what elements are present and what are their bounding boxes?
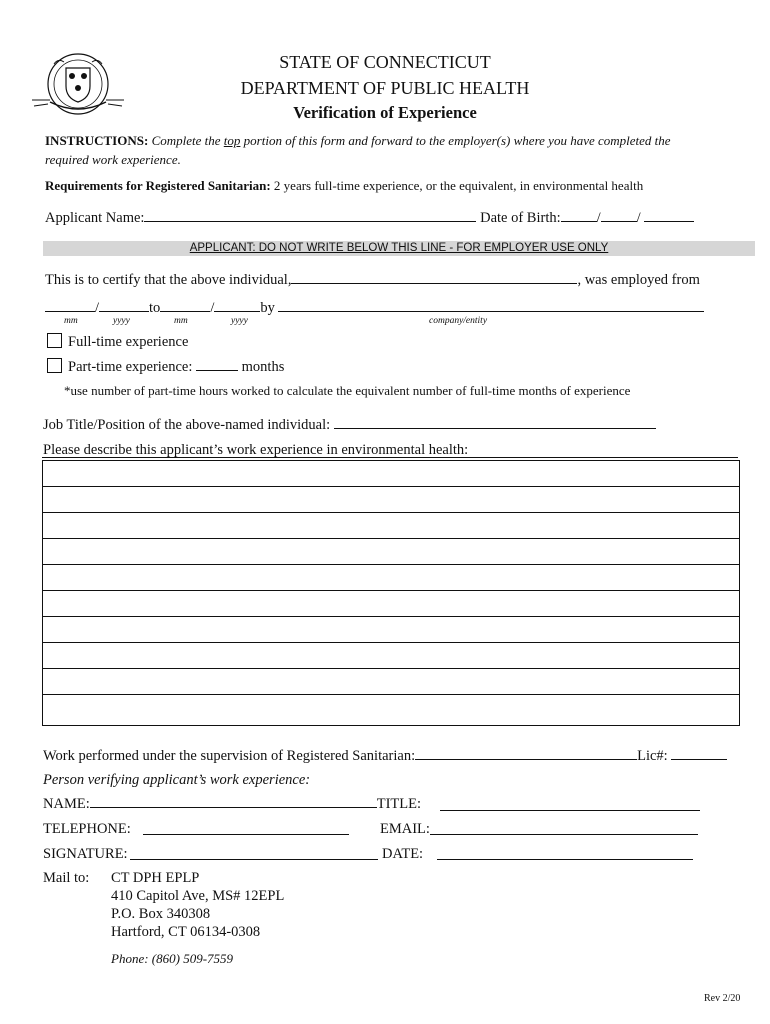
supervision-row [43,748,727,765]
experience-description-box[interactable] [42,460,740,726]
parttime-label: Part-time experience: [68,359,193,375]
phone-text: Phone: (860) 509-7559 [111,951,234,966]
requirements-text: 2 years full-time experience, or the equivalent, in environmental health [273,178,644,193]
job-title-row [43,417,656,434]
employed-from-text: , was employed from [577,272,700,288]
title-field[interactable] [440,810,700,811]
header-department: DEPARTMENT OF PUBLIC HEALTH [240,78,530,98]
mail-line-3: P.O. Box 340308 [111,906,211,922]
describe-underline [42,457,738,458]
name-field[interactable] [90,806,377,808]
by-label: by [260,300,275,316]
employer-use-text: APPLICANT: DO NOT WRITE BELOW THIS LINE - FOR EMPLOYER USE ONLY [189,242,609,254]
from-sep: / [95,300,100,316]
to-label: to [149,300,161,316]
form-title: Verification of Experience [293,103,477,122]
months-label: months [241,359,285,375]
caption-mm-1: mm [64,316,78,326]
describe-label: Please describe this applicant’s work experience in environmental health: [43,442,469,458]
dob-month-field[interactable] [561,220,597,222]
parttime-note: *use number of part-time hours worked to calculate the equivalent number of full-time months of experience [64,383,631,398]
applicant-name-label: Applicant Name: [45,210,145,226]
dob-sep-1: / [596,210,601,226]
description-line[interactable] [43,591,739,617]
individual-field[interactable] [291,282,577,284]
to-sep: / [210,300,215,316]
email-field[interactable] [430,834,698,835]
certify-row [45,272,700,289]
date-label: DATE: [382,846,424,862]
caption-yyyy-1: yyyy [113,316,130,326]
parttime-row [68,359,284,376]
title-label: TITLE: [376,796,422,812]
description-line[interactable] [43,669,739,695]
applicant-row [45,210,694,227]
to-month-field[interactable] [160,310,210,312]
certify-text: This is to certify that the above individual, [45,272,292,288]
description-line[interactable] [43,513,739,539]
lic-label: Lic#: [637,748,668,764]
description-line[interactable] [43,487,739,513]
description-line[interactable] [43,695,739,721]
date-field[interactable] [437,859,693,860]
fulltime-label: Full-time experience [68,334,189,350]
dob-sep-2: / [636,210,641,226]
job-title-field[interactable] [334,427,656,429]
instructions-text-a: Complete the [151,133,224,148]
parttime-months-field[interactable] [196,369,238,371]
telephone-field[interactable] [143,834,349,835]
verifier-heading: Person verifying applicant’s work experience: [43,772,311,788]
company-field[interactable] [278,310,704,312]
mail-label: Mail to: [43,870,90,886]
signature-label: SIGNATURE: [43,846,128,862]
signature-field[interactable] [130,859,378,860]
job-title-label: Job Title/Position of the above-named individual: [43,417,331,433]
dob-label: Date of Birth: [480,210,561,226]
instructions-top: top [223,133,241,148]
sanitarian-field[interactable] [415,758,637,760]
caption-company: company/entity [429,316,488,326]
instructions-line1 [45,133,671,149]
header-state: STATE OF CONNECTICUT [279,52,491,72]
instructions-label: INSTRUCTIONS: [45,133,149,148]
mail-line-4: Hartford, CT 06134-0308 [111,924,261,940]
dates-row [45,300,704,317]
revision-label: Rev 2/20 [704,993,741,1004]
applicant-name-field[interactable] [144,220,476,222]
fulltime-checkbox[interactable] [47,333,62,348]
supervision-label: Work performed under the supervision of Registered Sanitarian: [43,748,416,764]
to-year-field[interactable] [214,310,260,312]
telephone-label: TELEPHONE: [43,821,131,837]
email-label: EMAIL: [380,821,430,837]
description-line[interactable] [43,539,739,565]
description-line[interactable] [43,617,739,643]
dob-year-field[interactable] [644,220,694,222]
name-label: NAME: [43,796,90,812]
requirements [45,178,643,194]
description-line[interactable] [43,461,739,487]
instructions-line2: required work experience. [45,152,181,167]
name-row [43,796,421,813]
description-line[interactable] [43,643,739,669]
instructions-text-b: portion of this form and forward to the employer(s) where you have completed the [240,133,671,148]
dob-day-field[interactable] [601,220,637,222]
parttime-checkbox[interactable] [47,358,62,373]
lic-field[interactable] [671,758,727,760]
mail-line-2: 410 Capitol Ave, MS# 12EPL [111,888,285,904]
mail-line-1: CT DPH EPLP [111,870,200,886]
caption-mm-2: mm [174,316,188,326]
caption-yyyy-2: yyyy [231,316,248,326]
from-month-field[interactable] [45,310,95,312]
description-line[interactable] [43,565,739,591]
from-year-field[interactable] [99,310,149,312]
requirements-label: Requirements for Registered Sanitarian: [45,178,271,193]
